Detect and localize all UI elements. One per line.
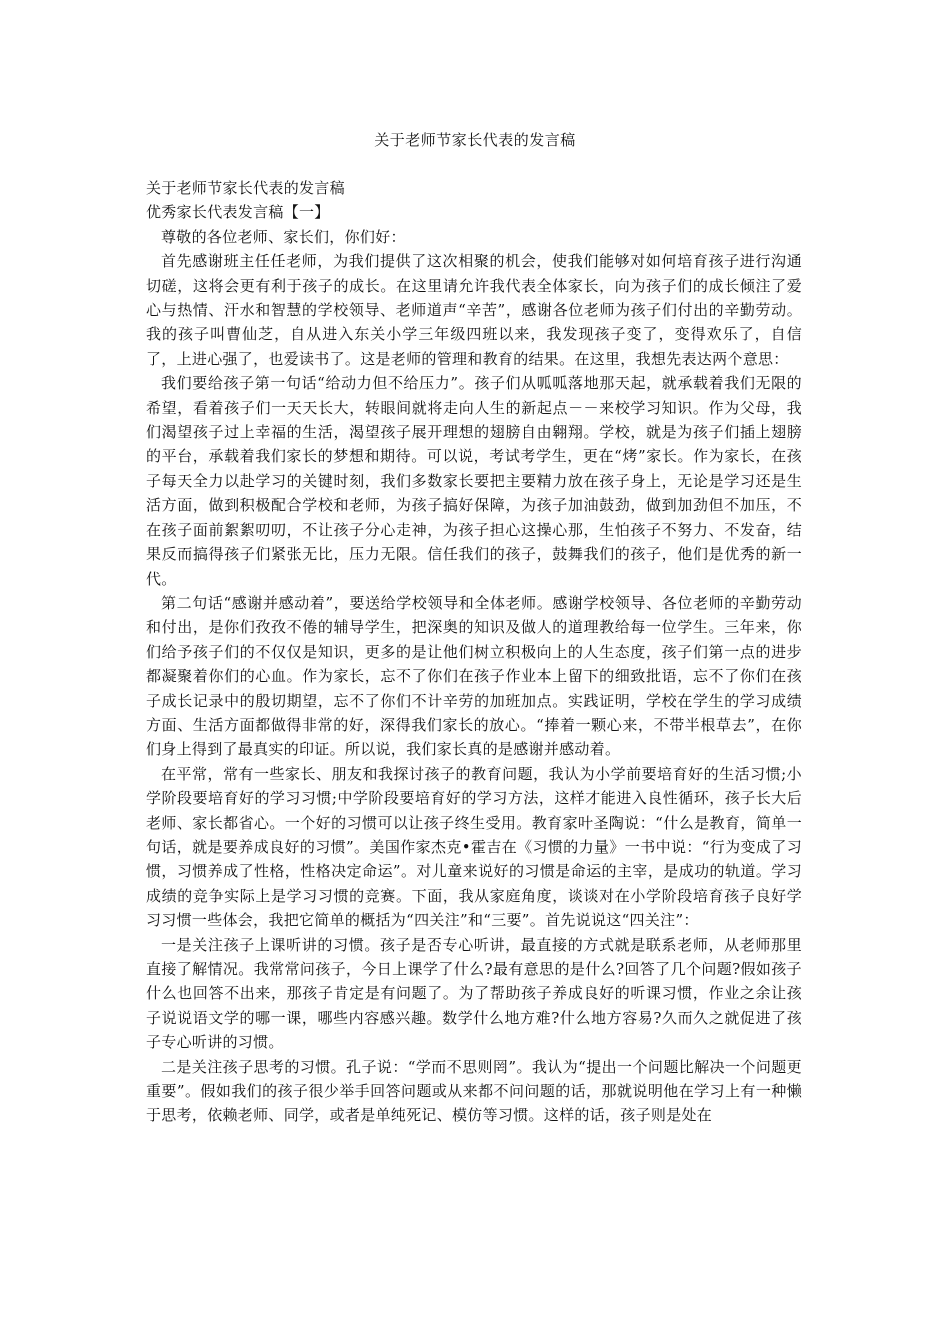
greeting-paragraph: 尊敬的各位老师、家长们，你们好： [161,227,406,246]
body-paragraph: 一是关注孩子上课听讲的习惯。孩子是否专心听讲，最直接的方式就是联系老师，从老师那里直接了解情况。我常常问孩子，今日上课学了什么?最有意思的是什么?回答了几个问题?假如孩子什么也回答不出来，那孩子肯定是有问题了。为了帮助孩子养成良好的听课习惯，作业之余让孩子说说语文学的哪一课，哪些内容感兴趣。数学什么地方难?什么地方容易?久而久之就促进了孩子专心听讲的习惯。 [146,935,802,1052]
article-heading: 关于老师节家长代表的发言稿 [146,179,345,197]
document-title: 关于老师节家长代表的发言稿 [374,131,576,149]
body-paragraph: 首先感谢班主任任老师，为我们提供了这次相聚的机会，使我们能够对如何培育孩子进行沟通切磋，这将会更有利于孩子的成长。在这里请允许我代表全体家长，向为孩子们的成长倾注了爱心与热情、汗水和智慧的学校领导、老师道声“辛苦”，感谢各位老师为孩子们付出的辛勤劳动。我的孩子叫曹仙芝，自从进入东关小学三年级四班以来，我发现孩子变了，变得欢乐了，自信了，上进心强了，也爱读书了。这是老师的管理和教育的结果。在这里，我想先表达两个意思： [146,252,802,368]
body-paragraph: 在平常，常有一些家长、朋友和我探讨孩子的教育问题，我认为小学前要培育好的生活习惯;小学阶段要培育好的学习习惯;中学阶段要培育好的学习方法，这样才能进入良性循环，孩子长大后老师、家长都省心。一个好的习惯可以让孩子终生受用。教育家叶圣陶说：“什么是教育，简单一句话，就是要养成良好的习惯”。美国作家杰克•霍吉在《习惯的力量》一书中说：“行为变成了习惯，习惯养成了性格，性格决定命运”。对儿童来说好的习惯是命运的主宰，是成功的轨道。学习成绩的竞争实际上是学习习惯的竞赛。下面，我从家庭角度，谈谈对在小学阶段培育孩子良好学习习惯一些体会，我把它简单的概括为“四关注”和“三要”。首先说说这“四关注”： [146,764,802,930]
body-paragraph: 我们要给孩子第一句话“给动力但不给压力”。孩子们从呱呱落地那天起，就承载着我们无限的希望，看着孩子们一天天长大，转眼间就将走向人生的新起点－－来校学习知识。作为父母，我们渴望孩子过上幸福的生活，渴望孩子展开理想的翅膀自由翱翔。学校，就是为孩子们插上翅膀的平台，承载着我们家长的梦想和期待。可以说，考试考学生，更在“烤”家长。作为家长，在孩子每天全力以赴学习的关键时刻，我们多数家长要把主要精力放在孩子身上，无论是学习还是生活方面，做到积极配合学校和老师，为孩子搞好保障，为孩子加油鼓劲，做到加劲但不加压，不在孩子面前絮絮叨叨，不让孩子分心走神，为孩子担心这操心那，生怕孩子不努力、不发奋，结果反而搞得孩子们紧张无比，压力无限。信任我们的孩子，鼓舞我们的孩子，他们是优秀的新一代。 [146,374,802,588]
article-subheading: 优秀家长代表发言稿【一】 [146,203,330,222]
body-paragraph: 二是关注孩子思考的习惯。孔子说：“学而不思则罔”。我认为“提出一个问题比解决一个问题更重要”。假如我们的孩子很少举手回答问题或从来都不问问题的话，那就说明他在学习上有一种懒于思考，依赖老师、同学，或者是单纯死记、模仿等习惯。这样的话，孩子则是处在 [146,1057,802,1125]
document-body [146,176,802,1128]
body-paragraph: 第二句话“感谢并感动着”，要送给学校领导和全体老师。感谢学校领导、各位老师的辛勤劳动和付出，是你们孜孜不倦的辅导学生，把深奥的知识及做人的道理教给每一位学生。三年来，你们给予孩子们的不仅仅是知识，更多的是让他们树立积极向上的人生态度，孩子们第一点的进步都凝聚着你们的心血。作为家长，忘不了你们在孩子作业本上留下的细致批语，忘不了你们在孩子成长记录中的殷切期望，忘不了你们不计辛劳的加班加点。实践证明，学校在学生的学习成绩方面、生活方面都做得非常的好，深得我们家长的放心。“捧着一颗心来，不带半根草去”，在你们身上得到了最真实的印证。所以说，我们家长真的是感谢并感动着。 [146,593,802,759]
